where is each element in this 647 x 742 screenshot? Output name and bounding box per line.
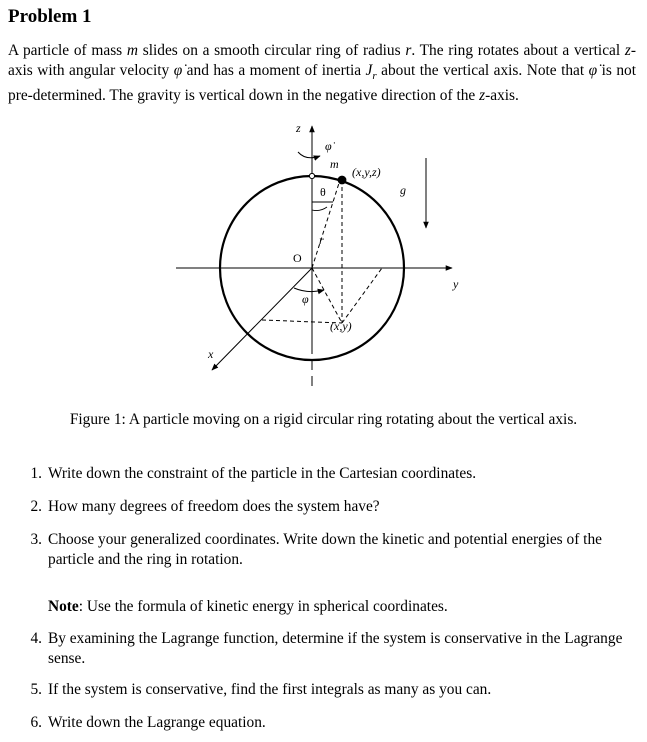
- figure: [170, 118, 480, 393]
- statement-math: r: [405, 42, 412, 59]
- figure-caption: Figure 1: A particle moving on a rigid circular ring rotating about the vertical axis.: [69, 411, 578, 428]
- statement-text: . The ring rotates about a vertical: [411, 42, 625, 59]
- question-item: [20, 629, 635, 669]
- x-axis-line: [212, 268, 312, 370]
- label-phi-dot: φ̇: [325, 139, 332, 153]
- label-point-xyz: (x,y,z): [352, 165, 381, 179]
- projection-radial: [312, 268, 342, 323]
- label-origin: O: [293, 251, 302, 265]
- question-number: 3.: [30, 531, 42, 548]
- label-phi: φ: [302, 292, 309, 306]
- label-point-xy: (x,y): [330, 319, 352, 333]
- statement-math: φ̇: [588, 62, 598, 79]
- question-text: Write down the Lagrange equation.: [48, 714, 266, 731]
- question-number: 4.: [30, 630, 42, 647]
- statement-subscript: r: [372, 70, 377, 83]
- statement-text: about the vertical axis. Note that: [376, 62, 589, 79]
- question-number: 2.: [30, 498, 42, 515]
- problem-heading: Problem 1: [8, 6, 92, 27]
- statement-text: -axis with angular velocity: [8, 42, 636, 79]
- note-label: Note: [48, 598, 79, 615]
- label-gravity: g: [400, 183, 406, 197]
- projection-y-line: [342, 268, 382, 323]
- question-item: [20, 530, 635, 570]
- statement-math: z: [479, 87, 486, 105]
- statement-math: z: [624, 42, 631, 59]
- problem-statement: [8, 41, 636, 106]
- question-number: 1.: [30, 465, 42, 482]
- label-x-axis: x: [208, 347, 214, 361]
- question-text: If the system is conservative, find the first integrals as many as you can.: [48, 681, 492, 698]
- statement-text: and has a moment of inertia: [182, 62, 366, 79]
- statement-text: A particle of mass: [8, 42, 127, 59]
- statement-math: φ̇: [173, 62, 183, 79]
- question-text: Choose your generalized coordinates. Write down the kinetic and potential energies of the particle and the ring in rotation.: [48, 531, 602, 568]
- question-item: [20, 497, 635, 517]
- phi-arc: [294, 288, 324, 292]
- statement-math: J: [365, 62, 373, 79]
- rotation-arrow: [298, 152, 320, 158]
- question-number: 5.: [30, 681, 42, 698]
- radius-line: [312, 180, 340, 268]
- question-item: [20, 713, 635, 733]
- label-y-axis: y: [453, 277, 459, 291]
- label-radius: r: [319, 233, 324, 247]
- label-theta: θ: [320, 185, 326, 199]
- statement-text: -axis.: [485, 87, 519, 105]
- note-text: : Use the formula of kinetic energy in spherical coordinates.: [78, 598, 448, 615]
- statement-math: m: [126, 42, 139, 59]
- question-item: [20, 680, 635, 700]
- question-text: By examining the Lagrange function, determine if the system is conservative in the Lagrange sense.: [48, 630, 623, 667]
- ring-top-point: [309, 173, 314, 178]
- question-text: Write down the constraint of the particle in the Cartesian coordinates.: [48, 465, 477, 482]
- ring-diagram: [170, 118, 480, 393]
- question-number: 6.: [30, 714, 42, 731]
- label-mass: m: [330, 157, 339, 171]
- question-text: How many degrees of freedom does the system have?: [48, 498, 380, 515]
- statement-text: slides on a smooth circular ring of radius: [138, 42, 406, 59]
- note: [48, 597, 448, 617]
- question-item: [20, 464, 635, 484]
- theta-arc: [312, 207, 327, 211]
- statement-text: is not pre-determined. The gravity is vertical down in the negative direction of the: [8, 62, 636, 105]
- particle-dot: [338, 176, 347, 185]
- label-z-axis: z: [296, 121, 301, 135]
